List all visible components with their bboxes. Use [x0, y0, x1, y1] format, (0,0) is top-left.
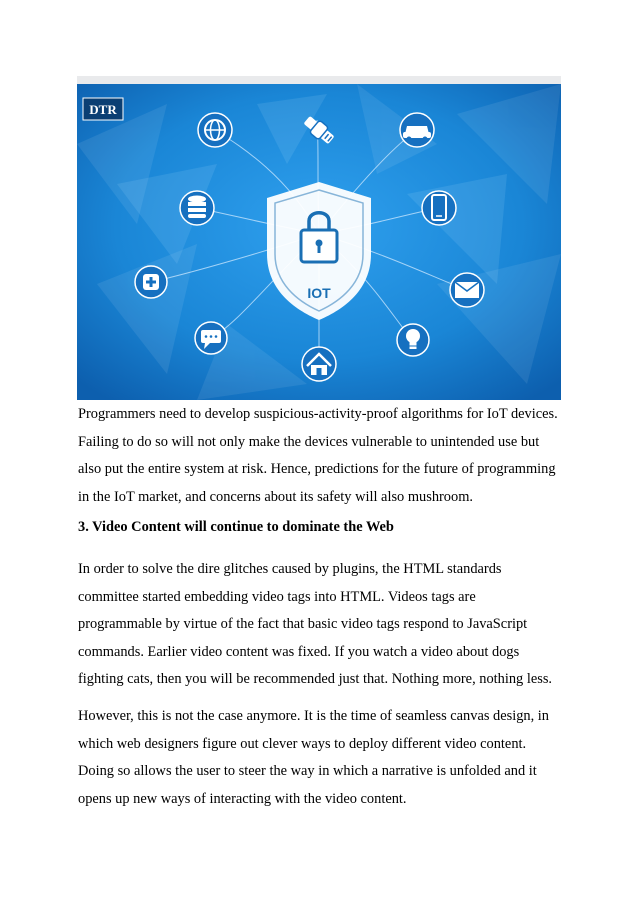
paragraph-line: also put the entire system at risk. Hence, predictions for the future of programming [78, 461, 556, 477]
iot-security-figure [77, 76, 561, 400]
paragraph-line: Failing to do so will not only make the devices vulnerable to unintended use but [78, 433, 540, 450]
paragraph-line: in the IoT market, and concerns about its safety will also mushroom. [78, 488, 473, 505]
paragraph-line: opens up new ways of interacting with the video content. [78, 790, 407, 807]
globe-icon [198, 113, 232, 147]
paragraph-1 [78, 401, 568, 511]
paragraph-line: Doing so allows the user to steer the way in which a narrative is unfolded and it [78, 763, 537, 779]
database-icon [180, 191, 214, 225]
iot-illustration [77, 84, 561, 400]
mail-icon [450, 273, 484, 307]
paragraph-line: committee started embedding video tags into HTML. Videos tags are [78, 588, 476, 605]
lightbulb-icon [397, 324, 429, 356]
paragraph-3 [78, 703, 568, 813]
section-heading: 3. Video Content will continue to dominate the Web [78, 519, 394, 535]
paragraph-line: which web designers figure out clever ways to deploy different video content. [78, 735, 527, 752]
paragraph-line: In order to solve the dire glitches caused by plugins, the HTML standards [78, 561, 502, 577]
smartphone-icon [422, 191, 456, 225]
medical-icon [135, 266, 167, 298]
paragraph-2 [78, 556, 568, 694]
shield-label: IOT [307, 285, 331, 301]
chat-icon [195, 322, 227, 354]
paragraph-line: However, this is not the case anymore. It is the time of seamless canvas design, in [78, 708, 549, 724]
figure-top-strip [77, 76, 561, 84]
dtr-logo [83, 98, 123, 120]
home-icon [302, 347, 336, 381]
paragraph-line: commands. Earlier video content was fixed. If you watch a video about dogs [78, 643, 520, 660]
logo-text: DTR [89, 102, 117, 117]
car-icon [400, 113, 434, 147]
paragraph-line: programmable by virtue of the fact that basic video tags respond to JavaScript [78, 616, 528, 632]
paragraph-line: Programmers need to develop suspicious-activity-proof algorithms for IoT devices. [78, 406, 558, 422]
paragraph-line: fighting cats, then you will be recommended just that. Nothing more, nothing less. [78, 671, 553, 687]
